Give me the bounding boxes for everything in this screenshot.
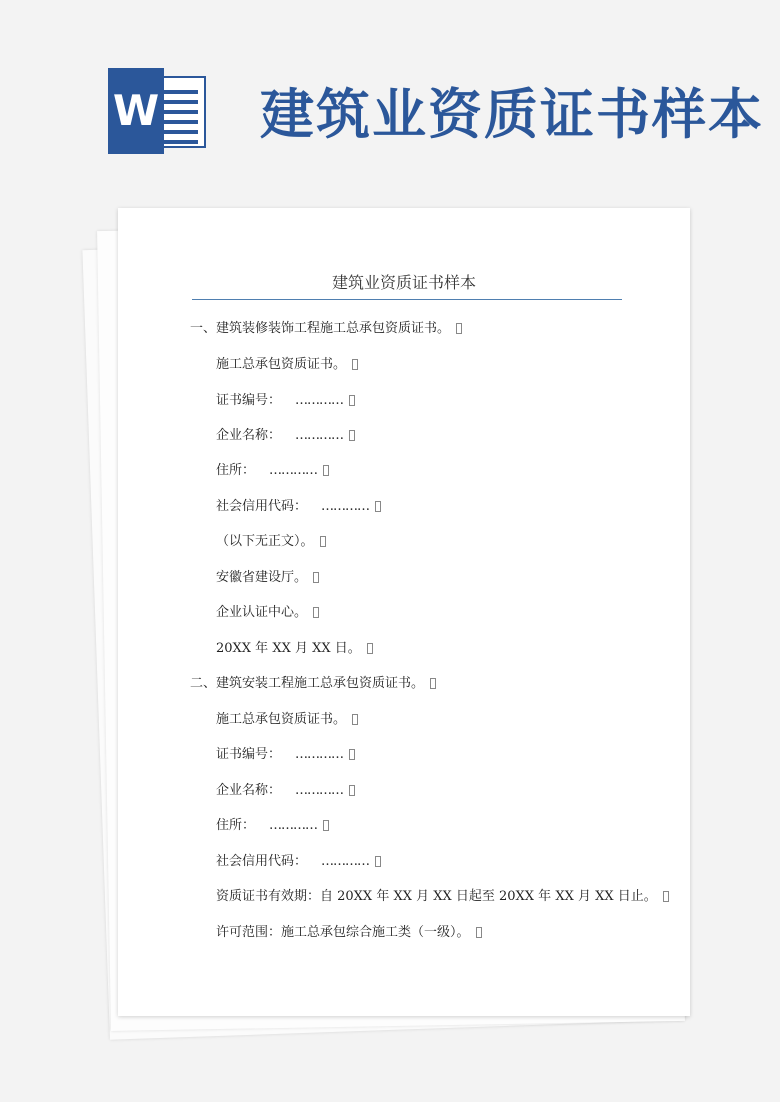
title-underline bbox=[192, 299, 622, 300]
paragraph-mark-icon bbox=[349, 785, 355, 796]
paragraph-mark-icon bbox=[375, 856, 381, 867]
date-line: 20XX 年 XX 月 XX 日。 bbox=[216, 637, 373, 656]
paragraph-mark-icon bbox=[375, 501, 381, 512]
doc-line: 企业认证中心。 bbox=[216, 601, 319, 620]
field-line: 企业名称： ………… bbox=[216, 424, 355, 443]
word-app-icon bbox=[108, 68, 208, 154]
paragraph-mark-icon bbox=[349, 749, 355, 760]
field-line: 社会信用代码： ………… bbox=[216, 495, 381, 514]
scope-line: 许可范围：施工总承包综合施工类（一级）。 bbox=[216, 921, 482, 940]
document-title: 建筑业资质证书样本 bbox=[331, 273, 476, 292]
document-page bbox=[118, 208, 690, 1016]
paragraph-mark-icon bbox=[352, 714, 358, 725]
paragraph-mark-icon bbox=[456, 323, 462, 334]
doc-line: （以下无正文）。 bbox=[216, 530, 326, 549]
banner-title: 建筑业资质证书样本 bbox=[260, 82, 764, 146]
paragraph-mark-icon bbox=[313, 572, 319, 583]
paragraph-mark-icon bbox=[323, 820, 329, 831]
paragraph-mark-icon bbox=[349, 395, 355, 406]
validity-line: 资质证书有效期：自 20XX 年 XX 月 XX 日起至 20XX 年 XX 月 XX 日止。 bbox=[216, 885, 669, 904]
paragraph-mark-icon bbox=[320, 536, 326, 547]
section-heading: 二、建筑安装工程施工总承包资质证书。 bbox=[190, 672, 436, 691]
paragraph-mark-icon bbox=[367, 643, 373, 654]
doc-line: 安徽省建设厅。 bbox=[216, 566, 319, 585]
word-letter: W bbox=[108, 68, 164, 154]
field-line: 住所： ………… bbox=[216, 814, 329, 833]
doc-line: 施工总承包资质证书。 bbox=[216, 708, 358, 727]
paragraph-mark-icon bbox=[430, 678, 436, 689]
paragraph-mark-icon bbox=[349, 430, 355, 441]
paragraph-mark-icon bbox=[352, 359, 358, 370]
paragraph-mark-icon bbox=[323, 465, 329, 476]
paragraph-mark-icon bbox=[476, 927, 482, 938]
field-line: 证书编号： ………… bbox=[216, 743, 355, 762]
paragraph-mark-icon bbox=[663, 891, 669, 902]
doc-line: 施工总承包资质证书。 bbox=[216, 353, 358, 372]
field-line: 住所： ………… bbox=[216, 459, 329, 478]
paragraph-mark-icon bbox=[313, 607, 319, 618]
field-line: 企业名称： ………… bbox=[216, 779, 355, 798]
section-heading: 一、建筑装修装饰工程施工总承包资质证书。 bbox=[190, 317, 462, 336]
field-line: 社会信用代码： ………… bbox=[216, 850, 381, 869]
field-line: 证书编号： ………… bbox=[216, 389, 355, 408]
